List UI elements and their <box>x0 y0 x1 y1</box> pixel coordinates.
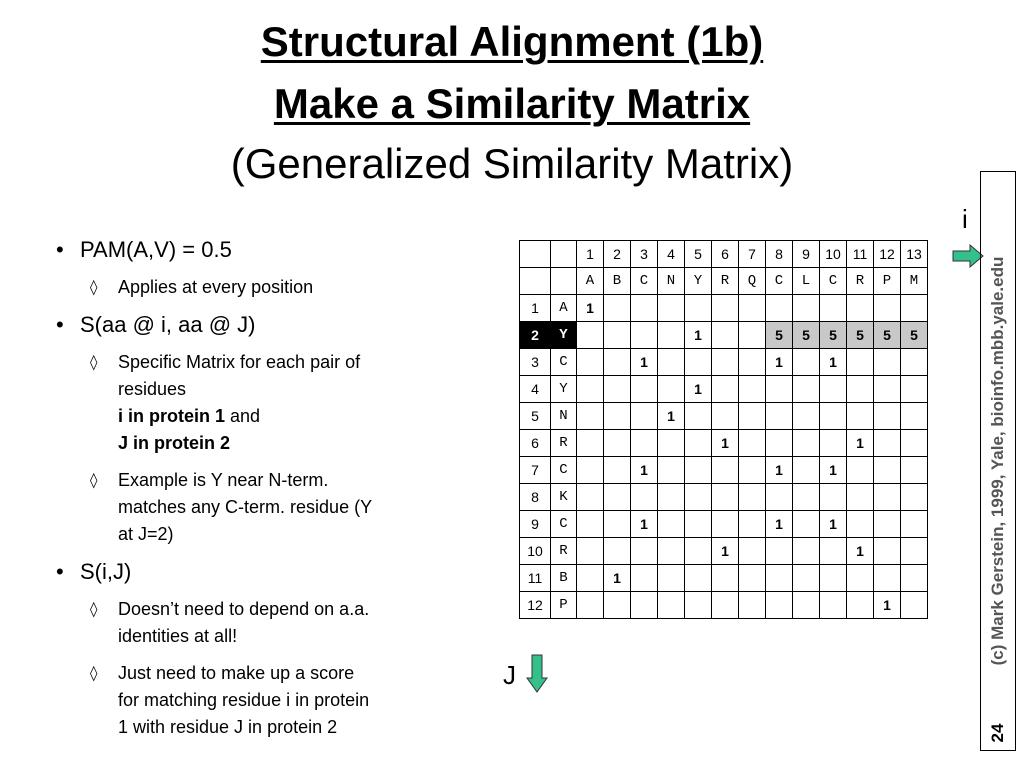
diamond-icon: ◊ <box>90 664 98 682</box>
row-number: 10 <box>520 538 551 565</box>
matrix-row <box>520 295 928 322</box>
matrix-cell <box>658 349 685 376</box>
matrix-cell <box>685 295 712 322</box>
matrix-cell <box>577 592 604 619</box>
matrix-cell <box>739 403 766 430</box>
matrix-cell <box>847 376 874 403</box>
matrix-cell <box>874 457 901 484</box>
matrix-cell <box>631 322 658 349</box>
matrix-cell <box>658 457 685 484</box>
row-number: 11 <box>520 565 551 592</box>
matrix-cell <box>577 430 604 457</box>
matrix-cell <box>604 592 631 619</box>
matrix-cell <box>874 403 901 430</box>
matrix-cell <box>793 376 820 403</box>
matrix-cell: 1 <box>820 457 847 484</box>
row-letter: R <box>551 430 577 457</box>
matrix-cell <box>577 511 604 538</box>
matrix-cell: 1 <box>631 457 658 484</box>
matrix-cell <box>874 430 901 457</box>
row-number: 5 <box>520 403 551 430</box>
matrix-cell <box>658 322 685 349</box>
matrix-cell <box>739 565 766 592</box>
axis-label-j: J <box>503 660 516 690</box>
matrix-cell <box>631 403 658 430</box>
matrix-row <box>520 511 928 538</box>
matrix-cell <box>901 538 928 565</box>
column-letter: A <box>577 268 604 295</box>
matrix-cell <box>739 592 766 619</box>
matrix-cell <box>604 538 631 565</box>
matrix-row <box>520 322 928 349</box>
sub-bullet-make-score <box>52 660 452 741</box>
matrix-cell: 1 <box>685 322 712 349</box>
matrix-cell <box>901 565 928 592</box>
column-number: 12 <box>874 241 901 268</box>
row-letter: R <box>551 538 577 565</box>
sub-bullet-example <box>52 467 452 548</box>
matrix-cell <box>793 484 820 511</box>
matrix-row <box>520 430 928 457</box>
matrix-cell <box>820 376 847 403</box>
matrix-cell: 1 <box>631 349 658 376</box>
matrix-cell <box>577 376 604 403</box>
corner-cell <box>551 241 577 268</box>
matrix-cell <box>901 295 928 322</box>
matrix-cell <box>577 457 604 484</box>
matrix-cell <box>658 511 685 538</box>
matrix-cell: 1 <box>658 403 685 430</box>
matrix-cell <box>712 457 739 484</box>
sub-bullet-text: Doesn’t need to depend on a.a. <box>118 599 370 619</box>
corner-cell <box>551 268 577 295</box>
matrix-cell: 1 <box>685 376 712 403</box>
matrix-cell <box>685 430 712 457</box>
matrix-cell <box>901 484 928 511</box>
matrix-cell <box>604 295 631 322</box>
bold-text: i in protein 1 <box>118 406 226 426</box>
matrix-cell <box>712 592 739 619</box>
column-letter: N <box>658 268 685 295</box>
row-letter: Y <box>551 322 577 349</box>
column-number: 2 <box>604 241 631 268</box>
matrix-cell <box>685 592 712 619</box>
matrix-row <box>520 349 928 376</box>
bullet-list <box>52 236 452 751</box>
column-letter-row <box>520 268 928 295</box>
row-number: 2 <box>520 322 551 349</box>
matrix-cell <box>712 295 739 322</box>
column-letter: C <box>820 268 847 295</box>
matrix-cell <box>766 403 793 430</box>
matrix-cell <box>874 511 901 538</box>
column-number: 10 <box>820 241 847 268</box>
row-letter: C <box>551 457 577 484</box>
matrix-cell <box>712 511 739 538</box>
column-letter: B <box>604 268 631 295</box>
matrix-cell <box>766 376 793 403</box>
slide-subtitle-paren: (Generalized Similarity Matrix) <box>230 140 794 187</box>
matrix-row <box>520 376 928 403</box>
column-letter: R <box>847 268 874 295</box>
matrix-cell <box>847 592 874 619</box>
sub-bullet-text: 1 with residue J in protein 2 <box>118 717 338 737</box>
bullet-dot-icon: • <box>56 312 64 337</box>
column-number: 1 <box>577 241 604 268</box>
matrix-cell <box>577 565 604 592</box>
matrix-cell <box>685 538 712 565</box>
matrix-cell <box>793 511 820 538</box>
column-letter: C <box>631 268 658 295</box>
matrix-cell <box>739 322 766 349</box>
matrix-cell <box>577 538 604 565</box>
similarity-matrix <box>519 240 928 619</box>
matrix-cell <box>604 376 631 403</box>
matrix-cell <box>712 349 739 376</box>
matrix-cell <box>847 349 874 376</box>
matrix-cell <box>766 484 793 511</box>
column-number: 7 <box>739 241 766 268</box>
matrix-cell <box>631 538 658 565</box>
matrix-cell <box>658 538 685 565</box>
matrix-cell <box>685 565 712 592</box>
matrix-cell: 1 <box>631 511 658 538</box>
row-number: 9 <box>520 511 551 538</box>
matrix-cell <box>766 430 793 457</box>
axis-label-i: i <box>962 204 968 234</box>
matrix-cell <box>793 403 820 430</box>
matrix-cell <box>631 376 658 403</box>
matrix-cell: 1 <box>712 538 739 565</box>
matrix-cell <box>820 484 847 511</box>
matrix-cell: 1 <box>847 430 874 457</box>
matrix-cell: 1 <box>712 430 739 457</box>
row-letter: C <box>551 511 577 538</box>
row-number: 7 <box>520 457 551 484</box>
matrix-cell <box>820 592 847 619</box>
matrix-cell <box>712 322 739 349</box>
matrix-cell <box>604 430 631 457</box>
matrix-cell <box>739 511 766 538</box>
diamond-icon: ◊ <box>90 600 98 618</box>
diamond-icon: ◊ <box>90 278 98 296</box>
matrix-cell <box>658 565 685 592</box>
matrix-cell <box>820 430 847 457</box>
matrix-cell <box>901 430 928 457</box>
matrix-cell: 5 <box>874 322 901 349</box>
row-letter: C <box>551 349 577 376</box>
matrix-cell <box>847 457 874 484</box>
row-letter: B <box>551 565 577 592</box>
matrix-cell <box>901 511 928 538</box>
diamond-icon: ◊ <box>90 353 98 371</box>
matrix-cell <box>793 538 820 565</box>
matrix-cell <box>658 484 685 511</box>
matrix-cell <box>847 295 874 322</box>
column-letter: C <box>766 268 793 295</box>
matrix-cell <box>793 565 820 592</box>
matrix-cell <box>847 403 874 430</box>
arrow-down-icon <box>526 654 548 694</box>
matrix-cell <box>739 457 766 484</box>
row-letter: Y <box>551 376 577 403</box>
row-number: 8 <box>520 484 551 511</box>
row-letter: P <box>551 592 577 619</box>
matrix-cell <box>793 592 820 619</box>
row-letter: N <box>551 403 577 430</box>
row-number: 4 <box>520 376 551 403</box>
row-number: 1 <box>520 295 551 322</box>
matrix-cell <box>604 322 631 349</box>
row-number: 6 <box>520 430 551 457</box>
sub-bullet-text <box>118 403 452 430</box>
sub-bullet-no-depend <box>52 596 452 650</box>
matrix-row <box>520 403 928 430</box>
column-letter: R <box>712 268 739 295</box>
bullet-dot-icon: • <box>56 559 64 584</box>
matrix-cell <box>874 376 901 403</box>
matrix-cell <box>604 349 631 376</box>
column-number: 4 <box>658 241 685 268</box>
matrix-cell <box>577 322 604 349</box>
matrix-cell <box>712 484 739 511</box>
bullet-dot-icon: • <box>56 237 64 262</box>
matrix-cell <box>766 538 793 565</box>
matrix-cell <box>685 457 712 484</box>
column-number: 8 <box>766 241 793 268</box>
sub-bullet-text: Example is Y near N-term. <box>118 470 329 490</box>
slide-subtitle: Make a Similarity Matrix <box>273 80 751 127</box>
matrix-cell <box>685 511 712 538</box>
matrix-cell: 5 <box>820 322 847 349</box>
sub-bullet-text: at J=2) <box>118 524 174 544</box>
corner-cell <box>520 268 551 295</box>
matrix-cell <box>874 349 901 376</box>
matrix-cell <box>739 295 766 322</box>
matrix-cell <box>658 430 685 457</box>
matrix-cell <box>712 403 739 430</box>
matrix-cell <box>766 295 793 322</box>
matrix-cell: 5 <box>766 322 793 349</box>
column-number-row <box>520 241 928 268</box>
column-number: 13 <box>901 241 928 268</box>
matrix-cell <box>847 565 874 592</box>
bullet-s-aa <box>52 311 452 339</box>
matrix-row <box>520 592 928 619</box>
matrix-cell <box>820 295 847 322</box>
matrix-cell <box>874 484 901 511</box>
matrix-cell <box>712 376 739 403</box>
matrix-cell <box>766 565 793 592</box>
matrix-cell <box>766 592 793 619</box>
row-letter: A <box>551 295 577 322</box>
matrix-cell <box>604 484 631 511</box>
matrix-cell <box>604 403 631 430</box>
matrix-cell <box>901 592 928 619</box>
matrix-row <box>520 538 928 565</box>
bullet-text: S(i,J) <box>80 559 132 584</box>
matrix-row <box>520 457 928 484</box>
matrix-cell <box>847 511 874 538</box>
sub-bullet-applies <box>52 274 452 301</box>
row-letter: K <box>551 484 577 511</box>
bullet-s-ij <box>52 558 452 586</box>
matrix-cell <box>793 430 820 457</box>
matrix-cell: 1 <box>604 565 631 592</box>
matrix-cell <box>820 403 847 430</box>
matrix-row <box>520 565 928 592</box>
column-number: 5 <box>685 241 712 268</box>
matrix-cell <box>712 565 739 592</box>
matrix-cell <box>577 403 604 430</box>
matrix-cell <box>739 349 766 376</box>
matrix-cell <box>739 484 766 511</box>
matrix-cell <box>739 538 766 565</box>
matrix-cell <box>577 349 604 376</box>
matrix-cell <box>631 295 658 322</box>
plain-text: and <box>225 406 261 426</box>
matrix-cell <box>658 376 685 403</box>
credit-text: (c) Mark Gerstein, 1999, Yale, bioinfo.mbb.yale.edu <box>988 256 1007 666</box>
column-number: 3 <box>631 241 658 268</box>
diamond-icon: ◊ <box>90 471 98 489</box>
matrix-cell: 5 <box>901 322 928 349</box>
matrix-cell: 5 <box>793 322 820 349</box>
slide-title: Structural Alignment (1b) <box>260 18 764 65</box>
column-letter: P <box>874 268 901 295</box>
matrix-cell <box>820 565 847 592</box>
column-letter: M <box>901 268 928 295</box>
sub-bullet-text: for matching residue i in protein <box>118 690 370 710</box>
matrix-cell <box>820 538 847 565</box>
matrix-cell <box>604 457 631 484</box>
sub-bullet-text: identities at all! <box>118 626 238 646</box>
column-letter: L <box>793 268 820 295</box>
sub-bullet-specific-matrix <box>52 349 452 457</box>
matrix-cell <box>793 457 820 484</box>
matrix-cell <box>793 295 820 322</box>
matrix-cell <box>604 511 631 538</box>
matrix-cell <box>874 565 901 592</box>
matrix-cell <box>847 484 874 511</box>
matrix-cell <box>793 349 820 376</box>
matrix-cell <box>631 430 658 457</box>
matrix-cell <box>874 538 901 565</box>
matrix-cell <box>631 565 658 592</box>
matrix-cell <box>658 295 685 322</box>
matrix-cell <box>577 484 604 511</box>
sub-bullet-text: matches any C-term. residue (Y <box>118 497 373 517</box>
matrix-cell <box>874 295 901 322</box>
matrix-cell: 1 <box>577 295 604 322</box>
bullet-pam <box>52 236 452 264</box>
matrix-cell <box>658 592 685 619</box>
matrix-cell <box>901 403 928 430</box>
matrix-cell: 1 <box>766 511 793 538</box>
matrix-cell <box>685 484 712 511</box>
column-letter: Q <box>739 268 766 295</box>
matrix-row <box>520 484 928 511</box>
corner-cell <box>520 241 551 268</box>
bullet-text: PAM(A,V) = 0.5 <box>80 237 232 262</box>
sub-bullet-text: Just need to make up a score <box>118 663 355 683</box>
row-number: 3 <box>520 349 551 376</box>
column-number: 9 <box>793 241 820 268</box>
matrix-cell <box>739 376 766 403</box>
matrix-cell: 1 <box>874 592 901 619</box>
sub-bullet-text: residues <box>118 379 187 399</box>
matrix-cell <box>901 376 928 403</box>
matrix-cell <box>901 349 928 376</box>
sub-bullet-text: Applies at every position <box>118 277 314 297</box>
matrix-cell: 1 <box>820 349 847 376</box>
matrix-cell <box>901 457 928 484</box>
sub-bullet-text: Specific Matrix for each pair of <box>118 352 361 372</box>
matrix-cell: 1 <box>766 457 793 484</box>
matrix-cell: 1 <box>847 538 874 565</box>
column-letter: Y <box>685 268 712 295</box>
column-number: 6 <box>712 241 739 268</box>
sub-bullet-text: J in protein 2 <box>118 433 231 453</box>
row-number: 12 <box>520 592 551 619</box>
matrix-cell: 5 <box>847 322 874 349</box>
matrix-cell <box>685 403 712 430</box>
matrix-cell <box>631 484 658 511</box>
matrix-cell <box>631 592 658 619</box>
page-number: 24 <box>988 723 1007 743</box>
column-number: 11 <box>847 241 874 268</box>
matrix-cell <box>685 349 712 376</box>
matrix-cell: 1 <box>820 511 847 538</box>
bullet-text: S(aa @ i, aa @ J) <box>80 312 256 337</box>
matrix-cell <box>739 430 766 457</box>
matrix-cell: 1 <box>766 349 793 376</box>
